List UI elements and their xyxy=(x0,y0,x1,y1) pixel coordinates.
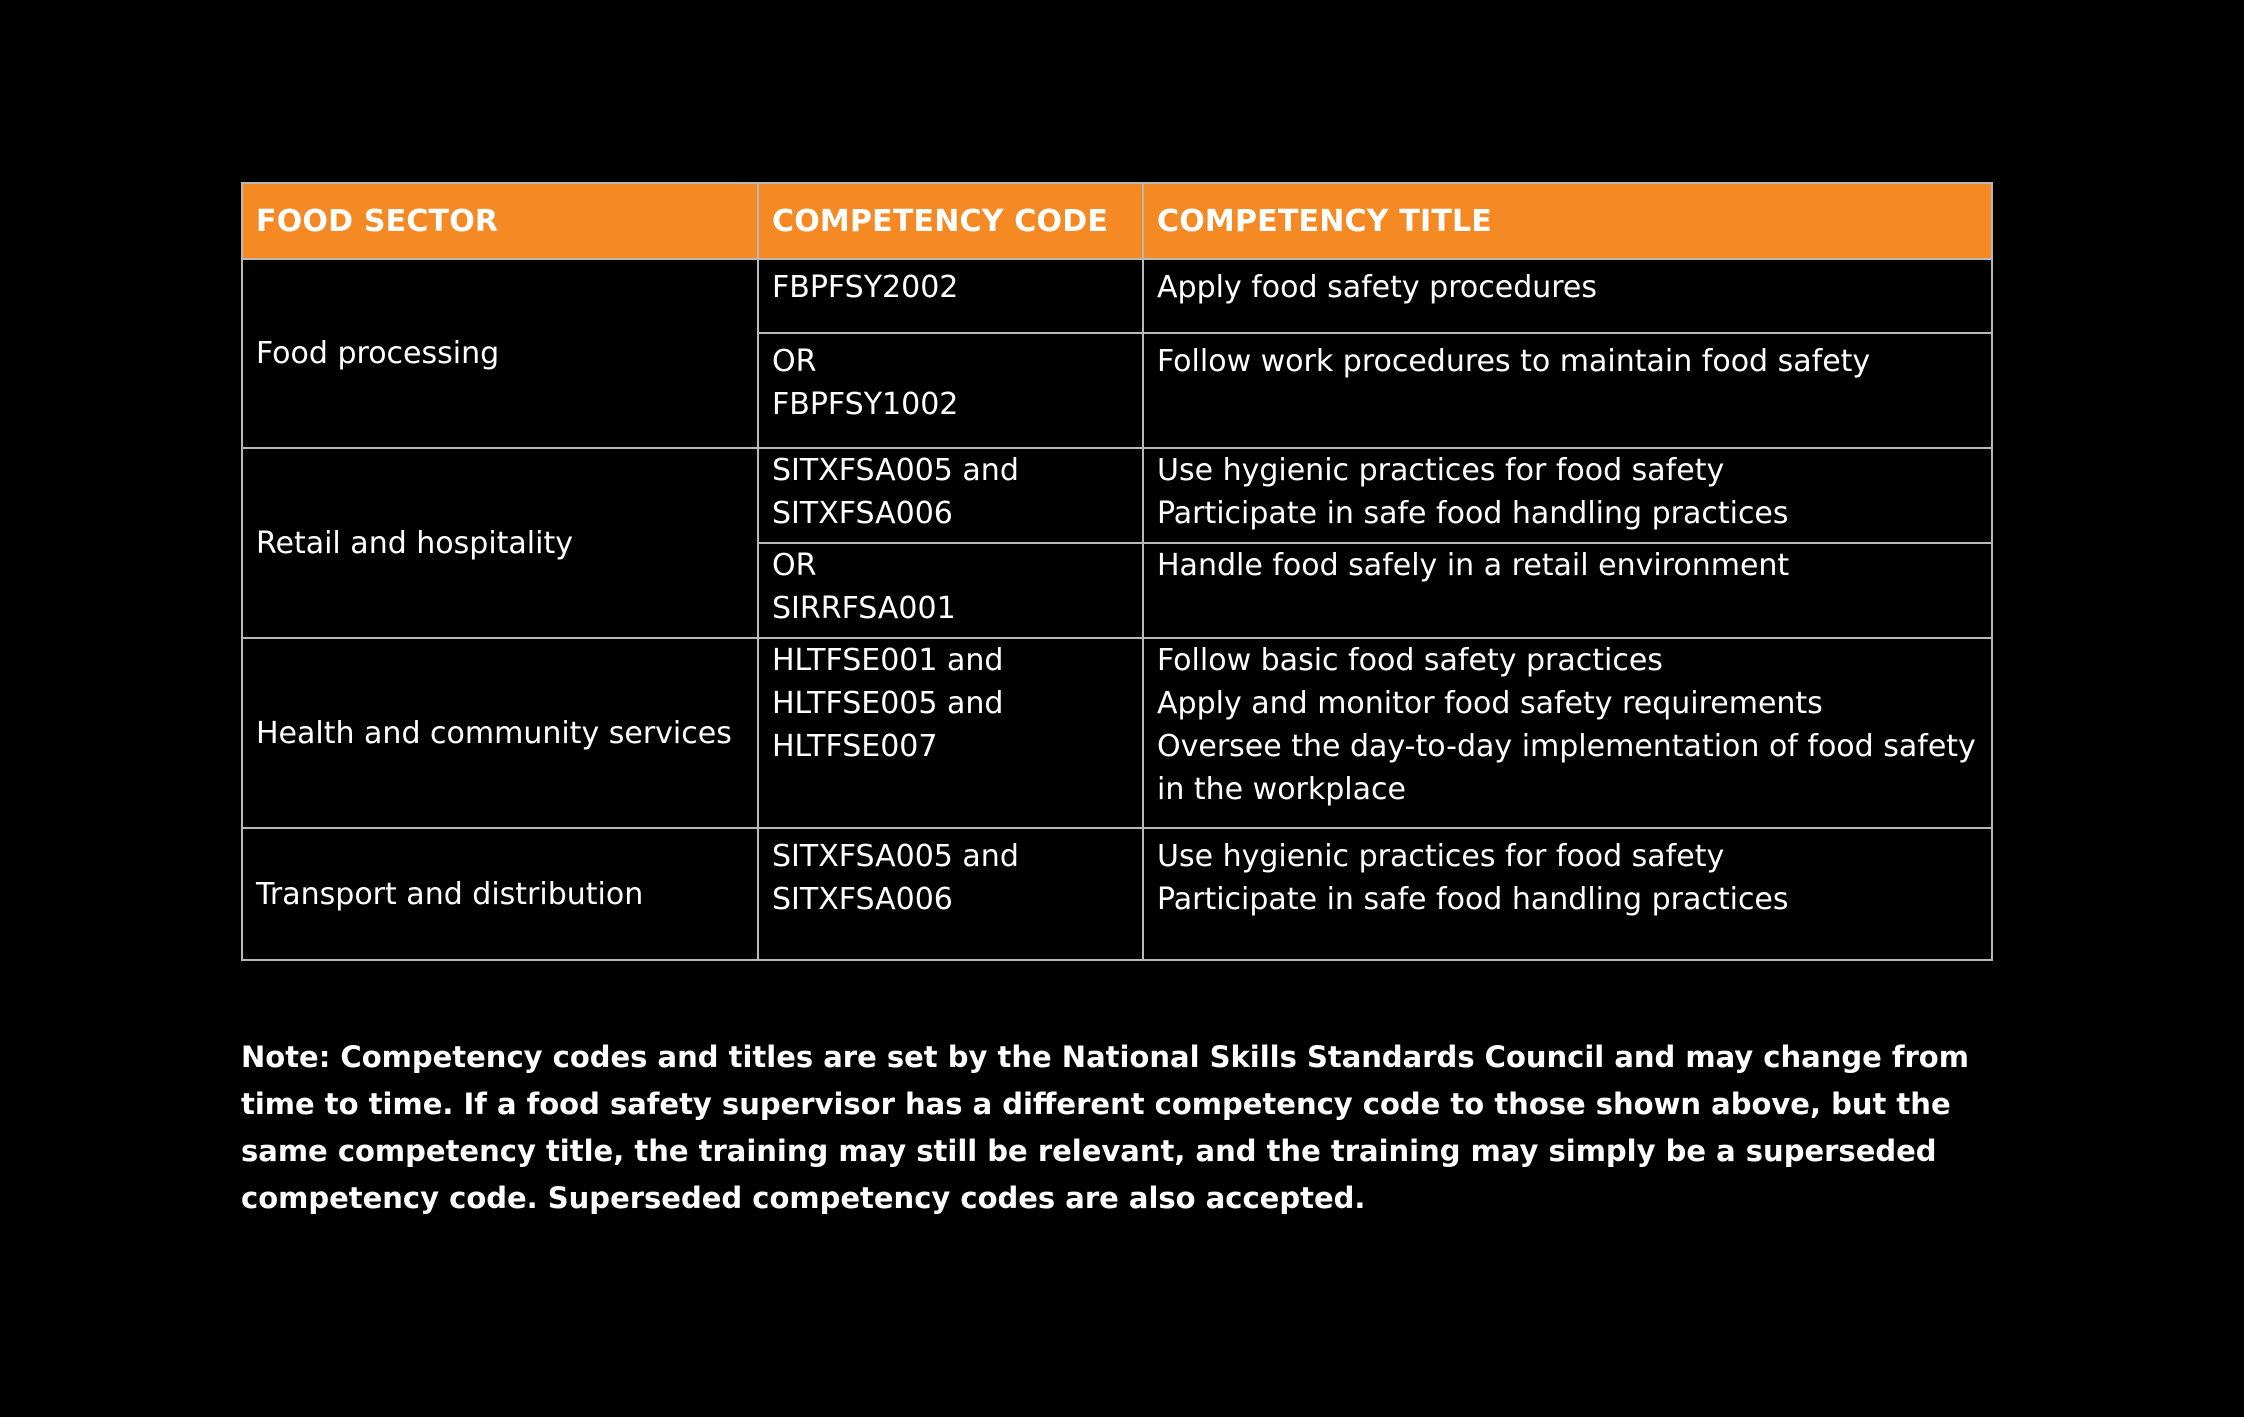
code-line: OR xyxy=(772,548,817,583)
code-line: SITXFSA005 and xyxy=(772,839,1019,874)
header-competency-title: COMPETENCY TITLE xyxy=(1143,183,1992,259)
sector-cell-transport-distribution: Transport and distribution xyxy=(242,828,758,960)
sector-cell-retail-hospitality: Retail and hospitality xyxy=(242,448,758,638)
table-header-row xyxy=(242,183,1992,259)
code-line: SIRRFSA001 xyxy=(772,591,956,626)
competency-note: Note: Competency codes and titles are set by the National Skills Standards Council and may change from time to time. If a food safety supervisor has a different competency code to those shown above, but the same competency title, the training may still be relevant, and the training may simply be a superseded competency code. Superseded competency codes are also accepted. xyxy=(241,1040,1969,1215)
table-row xyxy=(242,448,1992,543)
competency-table xyxy=(241,182,1993,961)
table-row xyxy=(242,638,1992,828)
title-line: Participate in safe food handling practices xyxy=(1157,882,1789,917)
title-line: Use hygienic practices for food safety xyxy=(1157,839,1725,874)
header-competency-code: COMPETENCY CODE xyxy=(758,183,1143,259)
title-line: Follow work procedures to maintain food safety xyxy=(1157,344,1871,379)
title-cell xyxy=(1143,448,1992,543)
code-cell xyxy=(758,333,1143,448)
title-cell xyxy=(1143,828,1992,960)
code-line: SITXFSA006 xyxy=(772,882,953,917)
title-line: Apply food safety procedures xyxy=(1157,270,1598,305)
header-food-sector: FOOD SECTOR xyxy=(242,183,758,259)
code-cell xyxy=(758,828,1143,960)
title-line: Apply and monitor food safety requirements xyxy=(1157,686,1823,721)
title-line: Oversee the day-to-day implementation of food safety in the workplace xyxy=(1157,729,1976,807)
code-line: HLTFSE001 and xyxy=(772,643,1004,678)
code-line: SITXFSA006 xyxy=(772,496,953,531)
title-line: Participate in safe food handling practices xyxy=(1157,496,1789,531)
title-cell xyxy=(1143,638,1992,828)
code-cell xyxy=(758,448,1143,543)
code-line: OR xyxy=(772,344,817,379)
competency-table-container xyxy=(241,182,1991,961)
code-line: HLTFSE005 and xyxy=(772,686,1004,721)
sector-cell-food-processing: Food processing xyxy=(242,259,758,448)
title-line: Follow basic food safety practices xyxy=(1157,643,1663,678)
table-row xyxy=(242,828,1992,960)
title-cell xyxy=(1143,259,1992,333)
table-row xyxy=(242,259,1992,333)
code-cell xyxy=(758,638,1143,828)
code-line: SITXFSA005 and xyxy=(772,453,1019,488)
code-line: FBPFSY2002 xyxy=(772,270,959,305)
title-line: Use hygienic practices for food safety xyxy=(1157,453,1725,488)
code-cell xyxy=(758,543,1143,638)
title-cell xyxy=(1143,333,1992,448)
code-line: HLTFSE007 xyxy=(772,729,938,764)
title-cell xyxy=(1143,543,1992,638)
title-line: Handle food safely in a retail environment xyxy=(1157,548,1790,583)
code-cell xyxy=(758,259,1143,333)
code-line: FBPFSY1002 xyxy=(772,387,959,422)
sector-cell-health-community: Health and community services xyxy=(242,638,758,828)
